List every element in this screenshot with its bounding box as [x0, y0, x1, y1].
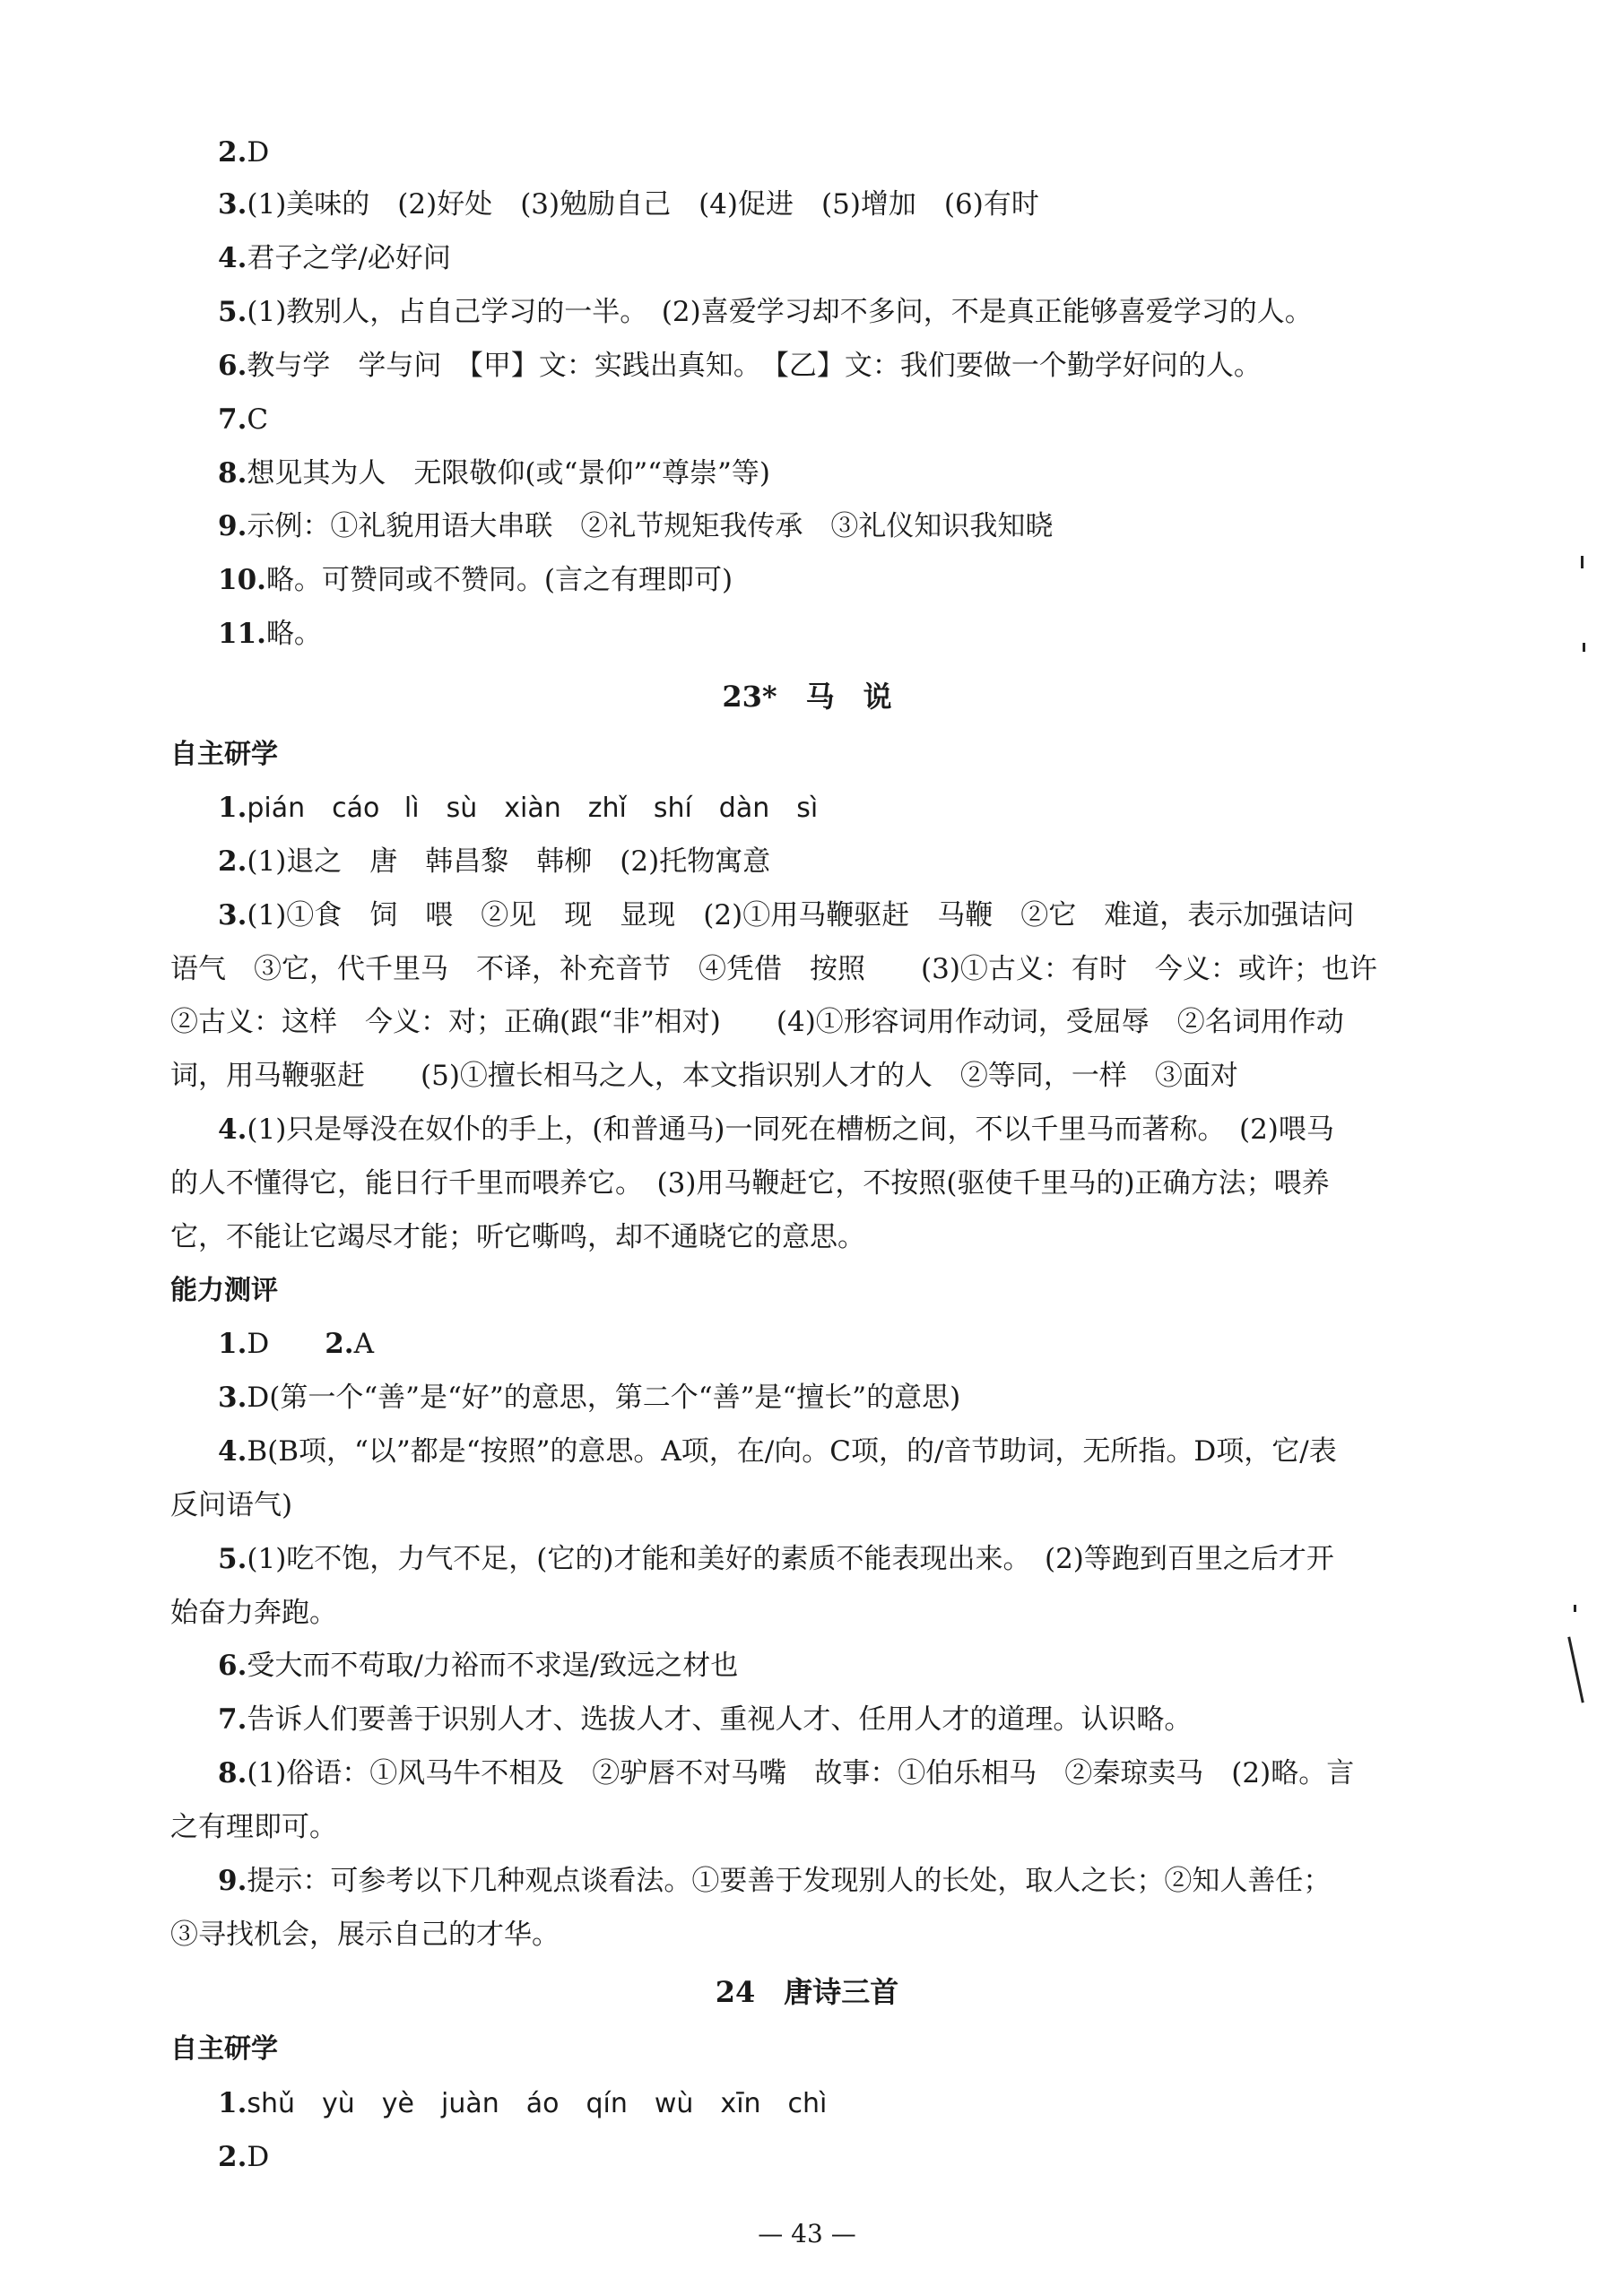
scan-mark [1583, 643, 1585, 652]
answer-3: 3.(1)美味的 (2)好处 (3)勉励自己 (4)促进 (5)增加 (6)有时 [218, 188, 1039, 221]
l23-n-q7: 7.告诉人们要善于识别人才、选拔人才、重视人才、任用人才的道理。认识略。 [218, 1703, 1193, 1736]
answer-4: 4.君子之学/必好问 [218, 242, 451, 274]
l23-q3-line3: ②古义：这样 今义：对；正确(跟“非”相对) (4)①形容词用作动词，受屈辱 ②名词用作动 [170, 1006, 1344, 1038]
answer-2: 2.D [218, 136, 270, 169]
section-heading-nengli: 能力测评 [170, 1275, 278, 1306]
l23-n-q5-line1: 5.(1)吃不饱，力气不足，(它的)才能和美好的素质不能表现出来。 (2)等跑到百里之后才开 [218, 1543, 1334, 1575]
l23-q3-line4: 词，用马鞭驱赶 (5)①擅长相马之人，本文指识别人才的人 ②等同，一样 ③面对 [170, 1060, 1238, 1092]
l23-q4-line1: 4.(1)只是辱没在奴仆的手上，(和普通马)一同死在槽枥之间，不以千里马而著称。 (2)喂马 [218, 1113, 1334, 1146]
answer-11: 11.略。 [218, 618, 322, 650]
lesson-24-title: 24 唐诗三首 [715, 1975, 899, 2009]
l23-q2: 2.(1)退之 唐 韩昌黎 韩柳 (2)托物寓意 [218, 845, 771, 878]
answer-7: 7.C [218, 403, 269, 436]
scan-mark [1567, 1637, 1584, 1703]
scan-mark [1581, 556, 1584, 568]
answer-10: 10.略。可赞同或不赞同。(言之有理即可) [218, 564, 733, 596]
l23-n-q5-line2: 始奋力奔跑。 [170, 1597, 337, 1629]
lesson-23-title: 23* 马 说 [722, 680, 892, 714]
answer-5: 5.(1)教别人，占自己学习的一半。 (2)喜爱学习却不多问，不是真正能够喜爱学习的人。 [218, 296, 1313, 328]
l23-q4-line3: 它，不能让它竭尽才能；听它嘶鸣，却不通晓它的意思。 [170, 1221, 865, 1253]
l23-n-q8-line1: 8.(1)俗语：①风马牛不相及 ②驴唇不对马嘴 故事：①伯乐相马 ②秦琼卖马 (2)略。言 [218, 1757, 1355, 1789]
l23-n-q8-line2: 之有理即可。 [170, 1811, 337, 1843]
l23-n-q4-line2: 反问语气) [170, 1489, 293, 1521]
l23-q3-line2: 语气 ③它，代千里马 不译，补充音节 ④凭借 按照 (3)①古义：有时 今义：或许；也许 [170, 953, 1377, 985]
l23-n-q3: 3.D(第一个“善”是“好”的意思，第二个“善”是“擅长”的意思) [218, 1382, 961, 1414]
scan-mark [1574, 1605, 1576, 1612]
l24-q1: 1.shǔ yù yè juàn áo qín wù xīn chì [218, 2087, 828, 2119]
section-heading-zizhu-24: 自主研学 [170, 2033, 278, 2065]
section-heading-zizhu: 自主研学 [170, 739, 278, 770]
answer-9: 9.示例：①礼貌用语大串联 ②礼节规矩我传承 ③礼仪知识我知晓 [218, 510, 1054, 542]
l23-n-q1q2: 1.D 2.A [218, 1328, 374, 1360]
l23-q4-line2: 的人不懂得它，能日行千里而喂养它。 (3)用马鞭赶它，不按照(驱使千里马的)正确方法；喂养 [170, 1167, 1330, 1200]
page-number: — 43 — [758, 2219, 856, 2248]
l24-q2: 2.D [218, 2141, 270, 2173]
l23-n-q9-line2: ③寻找机会，展示自己的才华。 [170, 1919, 560, 1951]
l23-n-q4-line1: 4.B(B项，“以”都是“按照”的意思。A项，在/向。C项，的/音节助词，无所指。D项，它/表 [218, 1435, 1337, 1468]
l23-n-q9-line1: 9.提示：可参考以下几种观点谈看法。①要善于发现别人的长处，取人之长；②知人善任； [218, 1865, 1332, 1897]
answer-8: 8.想见其为人 无限敬仰(或“景仰”“尊崇”等) [218, 457, 770, 490]
l23-q1: 1.pián cáo lì sù xiàn zhǐ shí dàn sì [218, 792, 819, 824]
l23-n-q6: 6.受大而不苟取/力裕而不求逞/致远之材也 [218, 1650, 739, 1682]
answer-6: 6.教与学 学与问 【甲】文：实践出真知。 【乙】文：我们要做一个勤学好问的人。 [218, 350, 1262, 382]
l23-q3-line1: 3.(1)①食 饲 喂 ②见 现 显现 (2)①用马鞭驱赶 马鞭 ②它 难道，表示加强诘问 [218, 899, 1355, 931]
